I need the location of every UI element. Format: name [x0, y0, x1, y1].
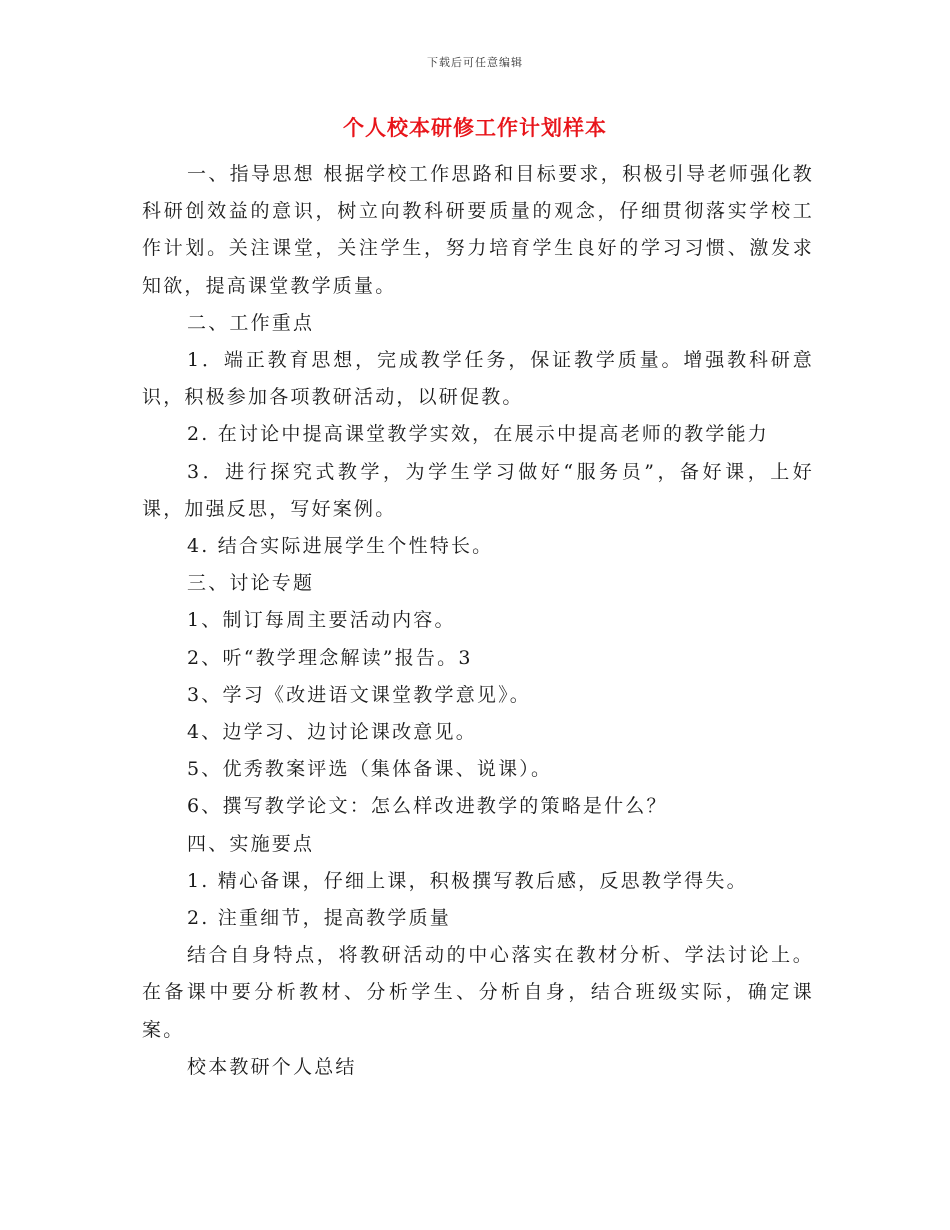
list-item: 1. 精心备课，仔细上课，积极撰写教后感，反思教学得失。 [187, 869, 748, 892]
list-item: 2. 注重细节，提高教学质量 [187, 907, 451, 930]
list-item: 3、学习《改进语文课堂教学意见》。 [187, 683, 531, 706]
list-item: 1、制订每周主要活动内容。 [187, 609, 456, 632]
header-note: 下载后可任意编辑 [427, 56, 523, 69]
closing-heading: 校本教研个人总结 [187, 1055, 357, 1078]
document-title: 个人校本研修工作计划样本 [343, 115, 607, 140]
paragraph: 3．进行探究式教学，为学生学习做好“服务员”，备好课，上好课，加强反思，写好案例。 [142, 460, 814, 520]
list-item: 6、撰写教学论文：怎么样改进教学的策略是什么？ [187, 795, 668, 818]
paragraph: 结合自身特点，将教研活动的中心落实在教材分析、学法讨论上。在备课中要分析教材、分析学生、分析自身，结合班级实际，确定课案。 [142, 944, 814, 1041]
list-item: 2、听“教学理念解读”报告。3 [187, 646, 473, 669]
paragraph: 4. 结合实际进展学生个性特长。 [187, 535, 494, 558]
section-heading-topics: 三、讨论专题 [187, 572, 315, 595]
paragraph: 1．端正教育思想，完成教学任务，保证教学质量。增强教科研意识，积极参加各项教研活动，以研促教。 [142, 349, 814, 409]
section-guiding-thought: 一、指导思想 根据学校工作思路和目标要求，积极引导老师强化教科研创效益的意识，树立向教科研要质量的观念，仔细贯彻落实学校工作计划。关注课堂，关注学生，努力培育学生良好的学习习惯、激发求知欲，提高课堂教学质量。 [142, 163, 814, 297]
section-heading-implementation: 四、实施要点 [187, 832, 315, 855]
paragraph: 2. 在讨论中提高课堂教学实效，在展示中提高老师的教学能力 [187, 423, 769, 446]
list-item: 4、边学习、边讨论课改意见。 [187, 721, 477, 744]
document-body [142, 156, 814, 1086]
list-item: 5、优秀教案评选（集体备课、说课）。 [187, 758, 553, 781]
section-heading-work-focus: 二、工作重点 [187, 311, 315, 334]
